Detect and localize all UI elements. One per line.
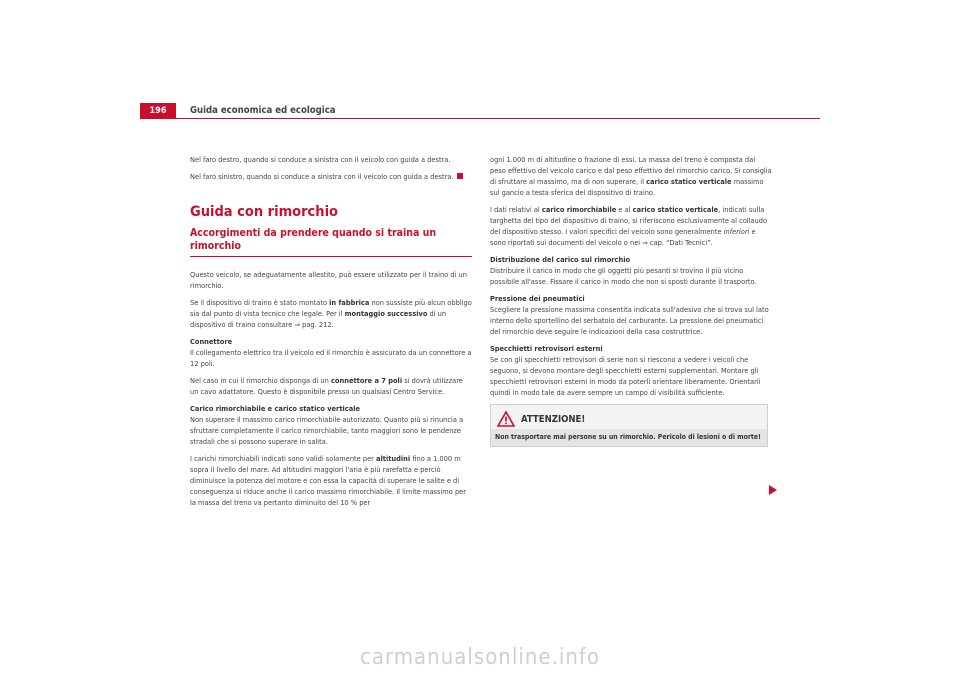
paragraph: Distribuire il carico in modo che gli oggetti più pesanti si trovino il più vicino possibile all'asse. Fissare il carico in modo che non si sposti durante il trasporto. bbox=[490, 266, 757, 286]
header-rule bbox=[176, 118, 820, 119]
section-title: Guida con rimorchio bbox=[190, 204, 339, 220]
subheading: Distribuzione del carico sul rimorchio bbox=[490, 255, 631, 264]
footer-watermark: carmanualsonline.info bbox=[360, 645, 600, 670]
subheading: Specchietti retrovisori esterni bbox=[490, 344, 603, 353]
paragraph: Se con gli specchietti retrovisori di serie non si riescono a vedere i veicoli che seguono, si devono montare degli specchietti esterni supplementari. Montare gli specchietti retrovisori esterni in modo da poterli orientare liberamente. Orientarli quindi in modo tale da avere sempre un campo di visibilità sufficiente. bbox=[490, 355, 761, 397]
warning-box bbox=[490, 404, 768, 447]
subheading: Pressione dei pneumatici bbox=[490, 294, 585, 303]
paragraph: Il collegamento elettrico tra il veicolo ed il rimorchio è assicurato da un connettore a 12 poli. bbox=[190, 348, 472, 368]
continue-arrow-icon bbox=[769, 485, 777, 495]
warning-title: ATTENZIONE! bbox=[521, 413, 586, 425]
paragraph: Nel caso in cui il rimorchio disponga di un connettore a 7 poli si dovrà utilizzare un cavo adattatore. Questo è disponibile presso un qualsiasi Centro Service. bbox=[190, 376, 463, 396]
paragraph: Questo veicolo, se adeguatamente allestito, può essere utilizzato per il traino di un rimorchio. bbox=[190, 270, 467, 290]
red-square-icon bbox=[457, 173, 463, 179]
page-number: 196 bbox=[140, 103, 176, 119]
warning-triangle-icon bbox=[497, 411, 515, 427]
paragraph: Nel faro destro, quando si conduce a sinistra con il veicolo con guida a destra. bbox=[190, 155, 451, 164]
paragraph: I dati relativi al carico rimorchiabile e al carico statico verticale, indicati sulla targhetta del tipo del dispositivo di traino, si riferiscono esclusivamente al collaudo del dispositivo stesso. I valori specifici del veicolo sono generalmente inferiori e sono riportati sui documenti del veicolo o nei ⇒ cap. “Dati Tecnici”. bbox=[490, 205, 768, 247]
subsection-title: Accorgimenti da prendere quando si traina un rimorchio bbox=[190, 227, 472, 257]
warning-header bbox=[491, 405, 767, 429]
paragraph: Nel faro sinistro, quando si conduce a sinistra con il veicolo con guida a destra. bbox=[190, 171, 472, 182]
subheading: Connettore bbox=[190, 337, 233, 346]
paragraph: Scegliere la pressione massima consentita indicata sull'adesivo che si trova sul lato interno dello sportellino del serbatoio del carburante. La pressione dei pneumatici del rimorchio deve seguire le indicazioni della casa costruttrice. bbox=[490, 305, 769, 336]
paragraph: Se il dispositivo di traino è stato montato in fabbrica non sussiste più alcun obbligo sia dal punto di vista tecnico che legale. Per il montaggio successivo di un dispositivo di traino consultare ⇒ pag. 212. bbox=[190, 298, 472, 329]
header-title: Guida economica ed ecologica bbox=[190, 105, 336, 116]
right-column bbox=[490, 154, 772, 447]
warning-text: Non trasportare mai persone su un rimorchio. Pericolo di lesioni o di morte! bbox=[491, 429, 767, 446]
paragraph: Non superare il massimo carico rimorchiabile autorizzato. Quanto più si rinuncia a sfruttare completamente il carico rimorchiabile, tanto maggiori sono le pendenze stradali che si possono superare in salita. bbox=[190, 415, 464, 446]
subheading: Carico rimorchiabile e carico statico verticale bbox=[190, 404, 360, 413]
paragraph: ogni 1.000 m di altitudine o frazione di essi. La massa del treno è composta dal peso effettivo del veicolo carico e dal peso effettivo del rimorchio carico. Si consiglia di sfruttare al massimo, ma di non superare, il carico statico verticale massimo sul gancio a testa sferica del dispositivo di traino. bbox=[490, 155, 772, 197]
left-column bbox=[190, 154, 472, 514]
paragraph: I carichi rimorchiabili indicati sono validi solamente per altitudini fino a 1.000 m sopra il livello del mare. Ad altitudini maggiori l'aria è più rarefatta e perciò diminuisce la potenza del motore e con essa la capacità di superare le salite e di conseguenza si riduce anche il carico massimo rimorchiabile. Il limite massimo per la massa del treno va pertanto diminuito del 10 % per bbox=[190, 454, 467, 507]
